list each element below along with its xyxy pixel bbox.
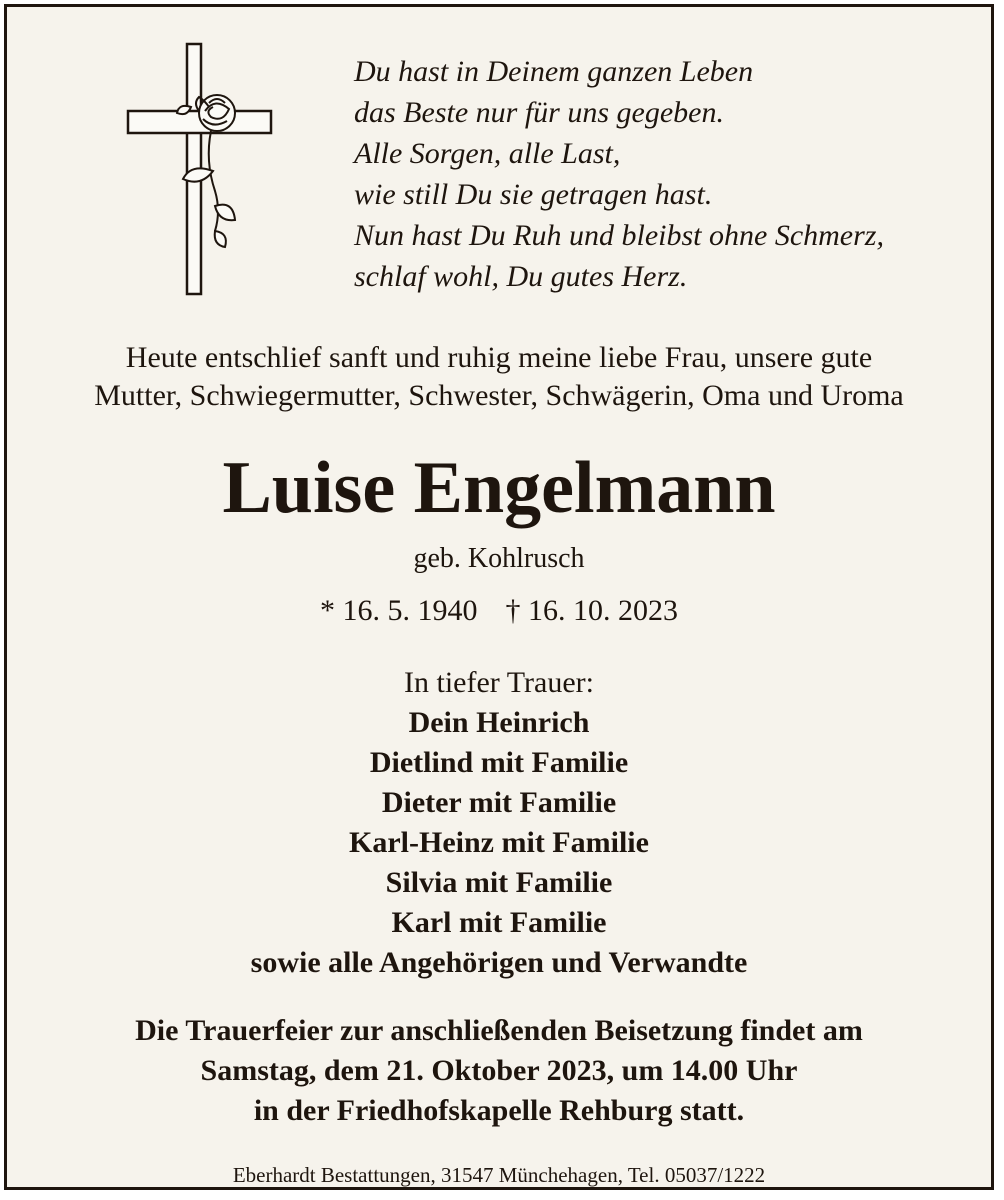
mourner-name: Dietlind mit Familie (369, 746, 629, 779)
mourner-name: Dein Heinrich (408, 706, 590, 739)
mourner-name: Dieter mit Familie (381, 786, 617, 819)
funeral-home-footer: Eberhardt Bestattungen, 31547 Münchehagen, Tel. 05037/1222 (232, 1163, 766, 1187)
mourners-heading: In tiefer Trauer: (404, 666, 594, 699)
poem-line: Du hast in Deinem ganzen Leben (354, 55, 754, 88)
service-line: Die Trauerfeier zur anschließenden Beisetzung findet am (135, 1014, 863, 1047)
poem-line: Alle Sorgen, alle Last, (354, 137, 621, 170)
funeral-service-info (7, 1011, 991, 1131)
service-line: in der Friedhofskapelle Rehburg statt. (253, 1094, 745, 1127)
mourner-name: Karl mit Familie (391, 906, 607, 939)
poem-line: wie still Du sie getragen hast. (354, 178, 713, 211)
intro-line: Heute entschlief sanft und ruhig meine liebe Frau, unsere gute (125, 341, 873, 374)
mourner-name: Karl-Heinz mit Familie (349, 826, 649, 859)
announcement-intro (7, 339, 991, 415)
poem-line: Nun hast Du Ruh und bleibst ohne Schmerz, (354, 219, 884, 252)
cross-with-rose-icon (125, 41, 275, 301)
death-date: † 16. 10. 2023 (505, 594, 678, 627)
poem-line: schlaf wohl, Du gutes Herz. (354, 260, 688, 293)
service-line: Samstag, dem 21. Oktober 2023, um 14.00 Uhr (200, 1054, 798, 1087)
obituary-notice (4, 4, 994, 1190)
mourner-name: Silvia mit Familie (385, 866, 613, 899)
mourners-list (7, 663, 991, 983)
mourner-name: sowie alle Angehörigen und Verwandte (250, 946, 748, 979)
birth-date: * 16. 5. 1940 (320, 594, 478, 627)
poem (354, 51, 884, 297)
poem-line: das Beste nur für uns gegeben. (354, 96, 724, 129)
deceased-name: Luise Engelmann (222, 447, 776, 529)
maiden-name: geb. Kohlrusch (413, 543, 585, 574)
intro-line: Mutter, Schwiegermutter, Schwester, Schwägerin, Oma und Uroma (94, 379, 904, 412)
life-dates (7, 591, 991, 631)
